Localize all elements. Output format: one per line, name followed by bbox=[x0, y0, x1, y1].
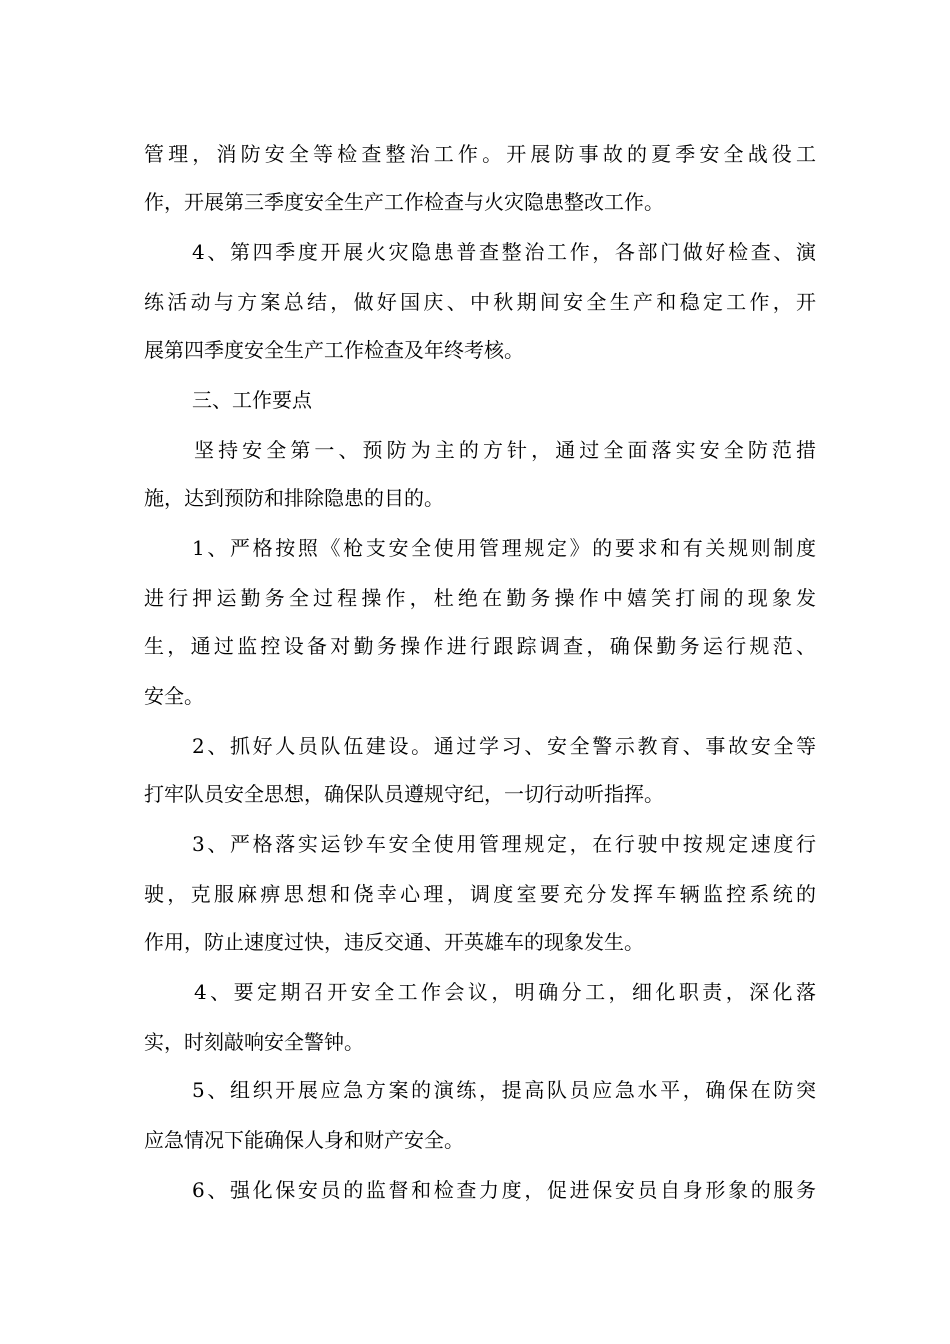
body-text-line: 驶，克服麻痹思想和侥幸心理，调度室要充分发挥车辆监控系统的 bbox=[144, 882, 816, 906]
body-text-line: 施，达到预防和排除隐患的目的。 bbox=[144, 486, 444, 510]
body-text-line: 管理，消防安全等检查整治工作。开展防事故的夏季安全战役工 bbox=[144, 142, 816, 166]
body-text-line: 展第四季度安全生产工作检查及年终考核。 bbox=[144, 338, 524, 362]
body-text-line: 安全。 bbox=[144, 684, 204, 708]
paragraph-first-line: 坚持安全第一、预防为主的方针，通过全面落实安全防范措 bbox=[194, 438, 816, 462]
body-text-line: 作，开展第三季度安全生产工作检查与火灾隐患整改工作。 bbox=[144, 190, 664, 214]
list-item-line: 2、抓好人员队伍建设。通过学习、安全警示教育、事故安全等 bbox=[192, 734, 816, 758]
section-heading: 三、工作要点 bbox=[192, 388, 312, 412]
body-text-line: 作用，防止速度过快，违反交通、开英雄车的现象发生。 bbox=[144, 930, 644, 954]
body-text-line: 应急情况下能确保人身和财产安全。 bbox=[144, 1128, 464, 1152]
body-text-line: 生，通过监控设备对勤务操作进行跟踪调查，确保勤务运行规范、 bbox=[144, 634, 816, 658]
body-text-line: 进行押运勤务全过程操作，杜绝在勤务操作中嬉笑打闹的现象发 bbox=[144, 586, 816, 610]
list-item-line: 4、要定期召开安全工作会议，明确分工，细化职责，深化落 bbox=[194, 980, 816, 1004]
list-item-line: 5、组织开展应急方案的演练，提高队员应急水平，确保在防突 bbox=[192, 1078, 816, 1102]
body-text-line: 练活动与方案总结，做好国庆、中秋期间安全生产和稳定工作，开 bbox=[144, 290, 816, 314]
body-text-line: 打牢队员安全思想，确保队员遵规守纪，一切行动听指挥。 bbox=[144, 782, 664, 806]
list-item-line: 1、严格按照《枪支安全使用管理规定》的要求和有关规则制度 bbox=[192, 536, 816, 560]
list-item-line: 4、第四季度开展火灾隐患普查整治工作，各部门做好检查、演 bbox=[192, 240, 816, 264]
body-text-line: 实，时刻敲响安全警钟。 bbox=[144, 1030, 364, 1054]
list-item-line: 6、强化保安员的监督和检查力度，促进保安员自身形象的服务 bbox=[192, 1178, 816, 1202]
list-item-line: 3、严格落实运钞车安全使用管理规定，在行驶中按规定速度行 bbox=[192, 832, 816, 856]
